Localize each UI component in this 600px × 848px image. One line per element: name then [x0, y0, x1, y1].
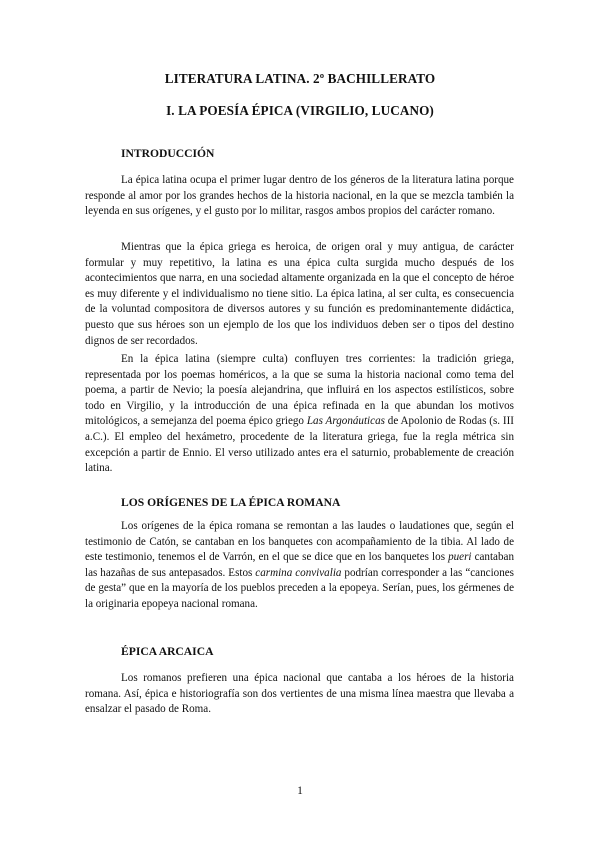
archaic-paragraph-1: Los romanos prefieren una épica nacional que cantaba a los héroes de la historia romana. Así, épica e historiografía son dos vertientes de una misma línea maestra que llevaba a ensalzar el pasado de Roma. — [85, 672, 514, 716]
intro-paragraph-3 — [85, 352, 514, 477]
origins-text-a: Los orígenes de la épica romana se remontan a las laudes o laudationes que, según el testimonio de Catón, se cantaban en los banquetes con acompañamiento de la tibia. Al lado de este testimonio, tenemos el de Varrón, en el que se dice que en los banquetes los — [85, 520, 514, 564]
document-subtitle: I. LA POESÍA ÉPICA (VIRGILIO, LUCANO) — [166, 103, 434, 118]
intro-paragraph-3-text-b: de Apolonio de Rodas (s. III a.C.). El empleo del hexámetro, procedente de la literatura griega, fue la regla métrica sin excepción a partir de Ennio. El verso utilizado antes era el saturnio, probablemente de creación latina. — [85, 415, 514, 475]
section-heading-introduccion: INTRODUCCIÓN — [121, 147, 215, 160]
intro-paragraph-2: Mientras que la épica griega es heroica, de origen oral y muy antigua, de carácter formular y muy repetitivo, la latina es una épica culta surgida mucho después de los acontecimientos que narra, en una sociedad altamente organizada en la que el concepto de héroe es muy diferente y el individualismo no tiene sitio. La épica latina, al ser culta, es consecuencia de la voluntad compositora de diversos autores y su función es predominantemente didáctica, puesto que sus héroes son un ejemplo de los que los individuos deben ser o tipos del destino dignos de ser recordados. — [85, 241, 514, 347]
intro-paragraph-3-text-a: En la épica latina (siempre culta) confluyen tres corrientes: la tradición griega, representada por los poemas homéricos, a la que se suma la historia nacional como tema del poema, a partir de Nevio; la poesía alejandrina, que influirá en los aspectos estilísticos, sobre todo en Virgilio, y la introducción de una épica refinada en la que abundan los motivos mitológicos, a semejanza del poema épico griego — [85, 353, 514, 428]
origins-text-c: podrían corresponder a las “canciones de gesta” que en la mayoría de los pueblos preceden a la epopeya. Serían, pues, los gérmenes de la originaria epopeya nacional romana. — [85, 566, 514, 610]
section-heading-origenes: LOS ORÍGENES DE LA ÉPICA ROMANA — [121, 496, 341, 509]
intro-paragraph-1: La épica latina ocupa el primer lugar dentro de los géneros de la literatura latina porque responde al amor por los grandes hechos de la historia nacional, en la que se mezcla también la leyenda en sus orígenes, y el gusto por lo militar, rasgos ambos propios del carácter romano. — [85, 174, 514, 218]
section-heading-epica-arcaica: ÉPICA ARCAICA — [121, 645, 214, 658]
origins-term-carmina: carmina convivalia — [255, 566, 342, 579]
origins-paragraph-1 — [85, 519, 514, 613]
intro-paragraph-3-book-title: Las Argonáuticas — [306, 415, 385, 428]
document-title: LITERATURA LATINA. 2º BACHILLERATO — [164, 71, 436, 86]
origins-text-b: cantaban las hazañas de sus antepasados. Estos — [85, 551, 514, 579]
origins-term-pueri: pueri — [448, 551, 472, 564]
page-number: 1 — [297, 785, 303, 797]
